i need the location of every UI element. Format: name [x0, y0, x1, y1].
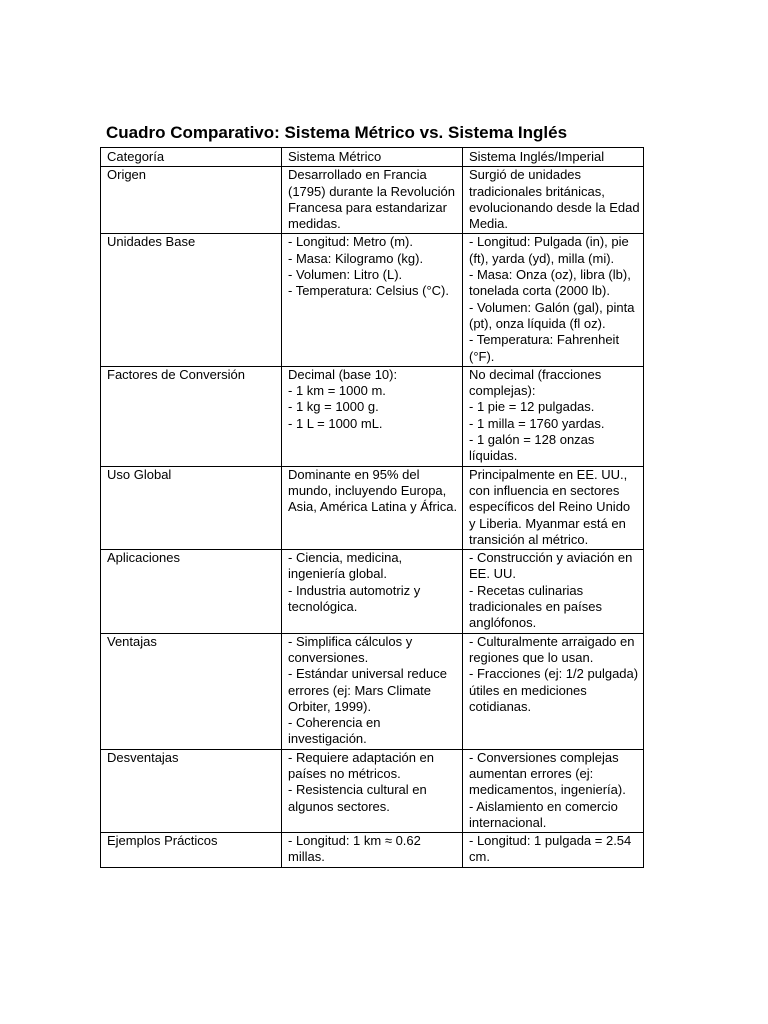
table-header-row [101, 148, 644, 167]
cell-category: Ejemplos Prácticos [101, 833, 282, 868]
cell-line: - Conversiones complejas aumentan errores (ej: medicamentos, ingeniería). [469, 749, 626, 798]
cell-line: - 1 milla = 1760 yardas. [469, 415, 605, 431]
cell-line: - Estándar universal reduce errores (ej: Mars Climate Orbiter, 1999). [288, 666, 447, 714]
table-row [101, 749, 644, 832]
comparison-table [100, 147, 644, 868]
cell-line: - Recetas culinarias tradicionales en países anglófonos. [469, 582, 602, 631]
cell-line: - Construcción y aviación en EE. UU. [469, 550, 633, 582]
table-body [101, 167, 644, 867]
cell-category: Unidades Base [101, 234, 282, 366]
cell-line: - 1 pie = 12 pulgadas. [469, 399, 595, 415]
cell-imperial [463, 633, 644, 749]
cell-metric [282, 749, 463, 832]
cell-line: - Simplifica cálculos y conversiones. [288, 633, 413, 665]
cell-imperial [463, 366, 644, 466]
cell-category: Factores de Conversión [101, 366, 282, 466]
cell-metric [282, 167, 463, 234]
cell-line: - Longitud: 1 km ≈ 0.62 millas. [288, 833, 421, 865]
header-category: Categoría [101, 148, 282, 167]
cell-line: - Culturalmente arraigado en regiones que lo usan. [469, 633, 635, 665]
cell-category: Ventajas [101, 633, 282, 749]
cell-line: - Temperatura: Celsius (°C). [288, 283, 450, 299]
cell-line: - 1 km = 1000 m. [288, 383, 386, 399]
cell-line: - Volumen: Galón (gal), pinta (pt), onza líquida (fl oz). [469, 299, 635, 331]
cell-line: No decimal (fracciones complejas): [469, 366, 602, 399]
table-row [101, 167, 644, 234]
cell-line: - Longitud: Metro (m). [288, 234, 413, 250]
table-row [101, 466, 644, 549]
cell-line: - 1 kg = 1000 g. [288, 399, 379, 415]
cell-metric [282, 633, 463, 749]
cell-line: - 1 galón = 128 onzas líquidas. [469, 432, 595, 464]
cell-line: - 1 L = 1000 mL. [288, 415, 383, 431]
cell-imperial [463, 749, 644, 832]
cell-line: - Coherencia en investigación. [288, 715, 381, 747]
cell-line: - Masa: Kilogramo (kg). [288, 250, 424, 266]
cell-metric [282, 833, 463, 868]
cell-line: - Volumen: Litro (L). [288, 267, 403, 283]
cell-category: Uso Global [101, 466, 282, 549]
cell-category: Desventajas [101, 749, 282, 832]
cell-category: Aplicaciones [101, 550, 282, 633]
cell-line: Desarrollado en Francia (1795) durante la Revolución Francesa para estandarizar medidas. [288, 167, 455, 232]
cell-line: - Industria automotriz y tecnológica. [288, 582, 421, 615]
cell-imperial [463, 833, 644, 868]
cell-metric [282, 466, 463, 549]
cell-line: - Resistencia cultural en algunos sectores. [288, 782, 427, 814]
cell-imperial [463, 167, 644, 234]
table-row [101, 550, 644, 633]
table-row [101, 366, 644, 466]
cell-imperial [463, 234, 644, 366]
header-metric: Sistema Métrico [282, 148, 463, 167]
table-row [101, 633, 644, 749]
cell-metric [282, 366, 463, 466]
cell-line: - Fracciones (ej: 1/2 pulgada) útiles en mediciones cotidianas. [469, 666, 639, 714]
cell-line: - Longitud: 1 pulgada = 2.54 cm. [469, 833, 632, 865]
table-row [101, 833, 644, 868]
cell-line: - Longitud: Pulgada (in), pie (ft), yarda (yd), milla (mi). [469, 234, 629, 266]
cell-line: - Requiere adaptación en países no métricos. [288, 749, 434, 781]
cell-imperial [463, 466, 644, 549]
document-title: Cuadro Comparativo: Sistema Métrico vs. Sistema Inglés [106, 123, 568, 142]
cell-line: - Temperatura: Fahrenheit (°F). [469, 332, 620, 364]
cell-line: - Aislamiento en comercio internacional. [469, 798, 618, 830]
cell-line: Surgió de unidades tradicionales británicas, evolucionando desde la Edad Media. [469, 167, 640, 232]
cell-metric [282, 550, 463, 633]
cell-line: Decimal (base 10): [288, 366, 398, 382]
header-imperial: Sistema Inglés/Imperial [463, 148, 644, 167]
cell-imperial [463, 550, 644, 633]
cell-line: Principalmente en EE. UU., con influencia en sectores específicos del Reino Unido y Liberia. Myanmar está en transición al métrico. [469, 466, 631, 547]
cell-metric [282, 234, 463, 366]
table-row [101, 234, 644, 366]
cell-line: - Ciencia, medicina, ingeniería global. [288, 550, 403, 582]
cell-category: Origen [101, 167, 282, 234]
cell-line: - Masa: Onza (oz), libra (lb), tonelada corta (2000 lb). [469, 267, 631, 299]
cell-line: Dominante en 95% del mundo, incluyendo Europa, Asia, América Latina y África. [288, 466, 458, 515]
